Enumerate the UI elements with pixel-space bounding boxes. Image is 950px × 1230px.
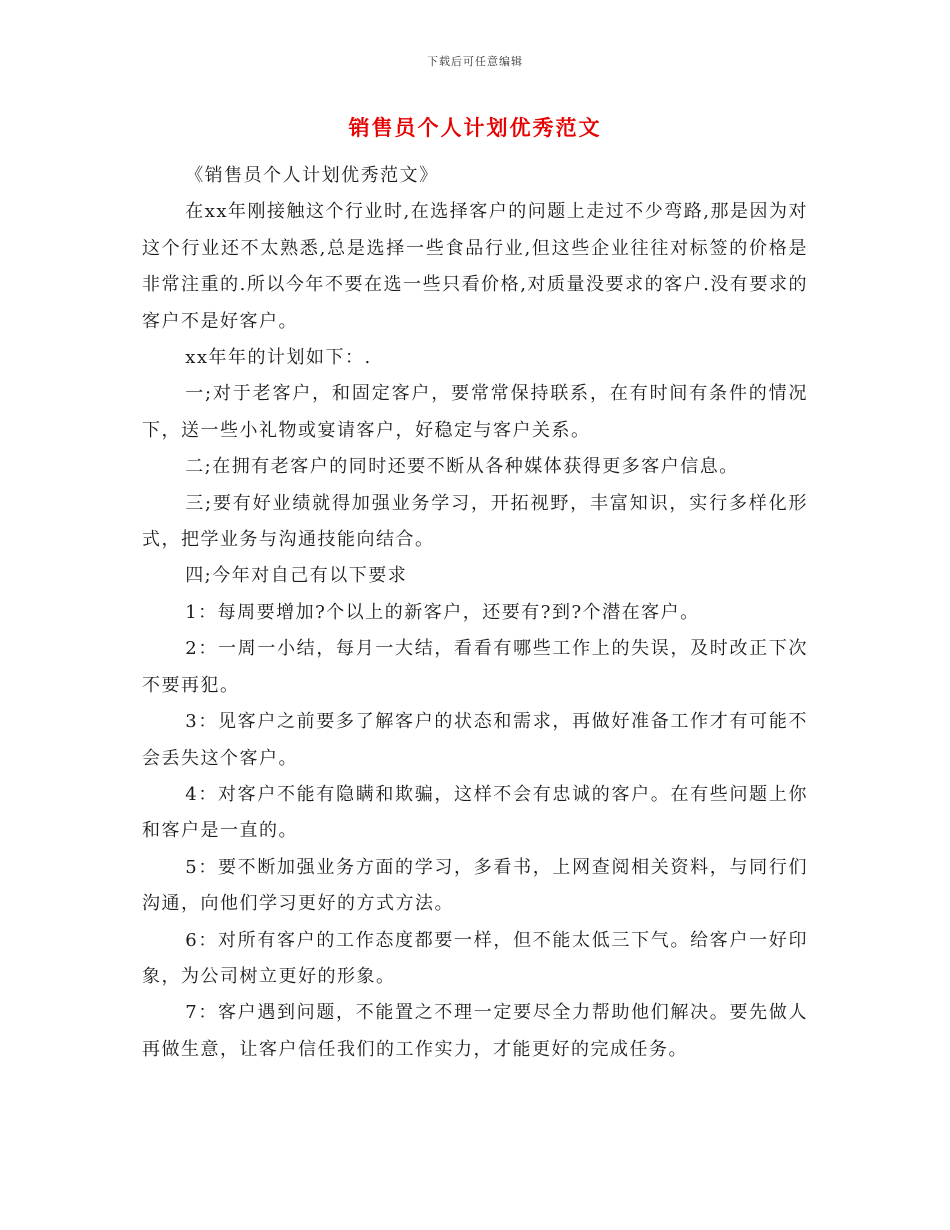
header-note: 下载后可任意编辑 — [427, 55, 523, 68]
paragraph-requirement-2: 2：一周一小结，每月一大结，看看有哪些工作上的失误，及时改正下次不要再犯。 — [142, 638, 808, 696]
document-title: 销售员个人计划优秀范文 — [348, 115, 602, 140]
paragraph-requirement-4: 4：对客户不能有隐瞒和欺骗，这样不会有忠诚的客户。在有些问题上你和客户是一直的。 — [142, 783, 808, 842]
paragraph-requirement-5: 5：要不断加强业务方面的学习，多看书，上网查阅相关资料，与同行们沟通，向他们学习更好的方式方法。 — [142, 856, 808, 915]
paragraph-requirement-1: 1：每周要增加?个以上的新客户，还要有?到?个潜在客户。 — [185, 601, 700, 623]
paragraph-intro: 在xx年刚接触这个行业时,在选择客户的问题上走过不少弯路,那是因为对这个行业还不太熟悉,总是选择一些食品行业,但这些企业往往对标签的价格是非常注重的.所以今年不要在选一些只看价格,对质量没要求的客户.没有要求的客户不是好客户。 — [142, 201, 808, 332]
paragraph-plan-heading: xx年年的计划如下：. — [185, 347, 372, 369]
paragraph-requirement-7: 7：客户遇到问题，不能置之不理一定要尽全力帮助他们解决。要先做人再做生意，让客户信任我们的工作实力，才能更好的完成任务。 — [142, 1002, 808, 1060]
paragraph-quoted-title: 《销售员个人计划优秀范文》 — [185, 165, 439, 186]
document-body — [142, 158, 808, 1068]
paragraph-requirement-6: 6：对所有客户的工作态度都要一样，但不能太低三下气。给客户一好印象，为公司树立更好的形象。 — [142, 929, 808, 987]
paragraph-plan-item-3: 三;要有好业绩就得加强业务学习，开拓视野，丰富知识，实行多样化形式，把学业务与沟通技能向结合。 — [142, 492, 808, 551]
paragraph-requirement-3: 3：见客户之前要多了解客户的状态和需求，再做好准备工作才有可能不会丢失这个客户。 — [142, 711, 808, 769]
paragraph-plan-item-4: 四;今年对自己有以下要求 — [185, 565, 408, 587]
paragraph-plan-item-1: 一;对于老客户，和固定客户，要常常保持联系，在有时间有条件的情况下，送一些小礼物或宴请客户，好稳定与客户关系。 — [142, 383, 808, 441]
paragraph-plan-item-2: 二;在拥有老客户的同时还要不断从各种媒体获得更多客户信息。 — [185, 456, 739, 478]
